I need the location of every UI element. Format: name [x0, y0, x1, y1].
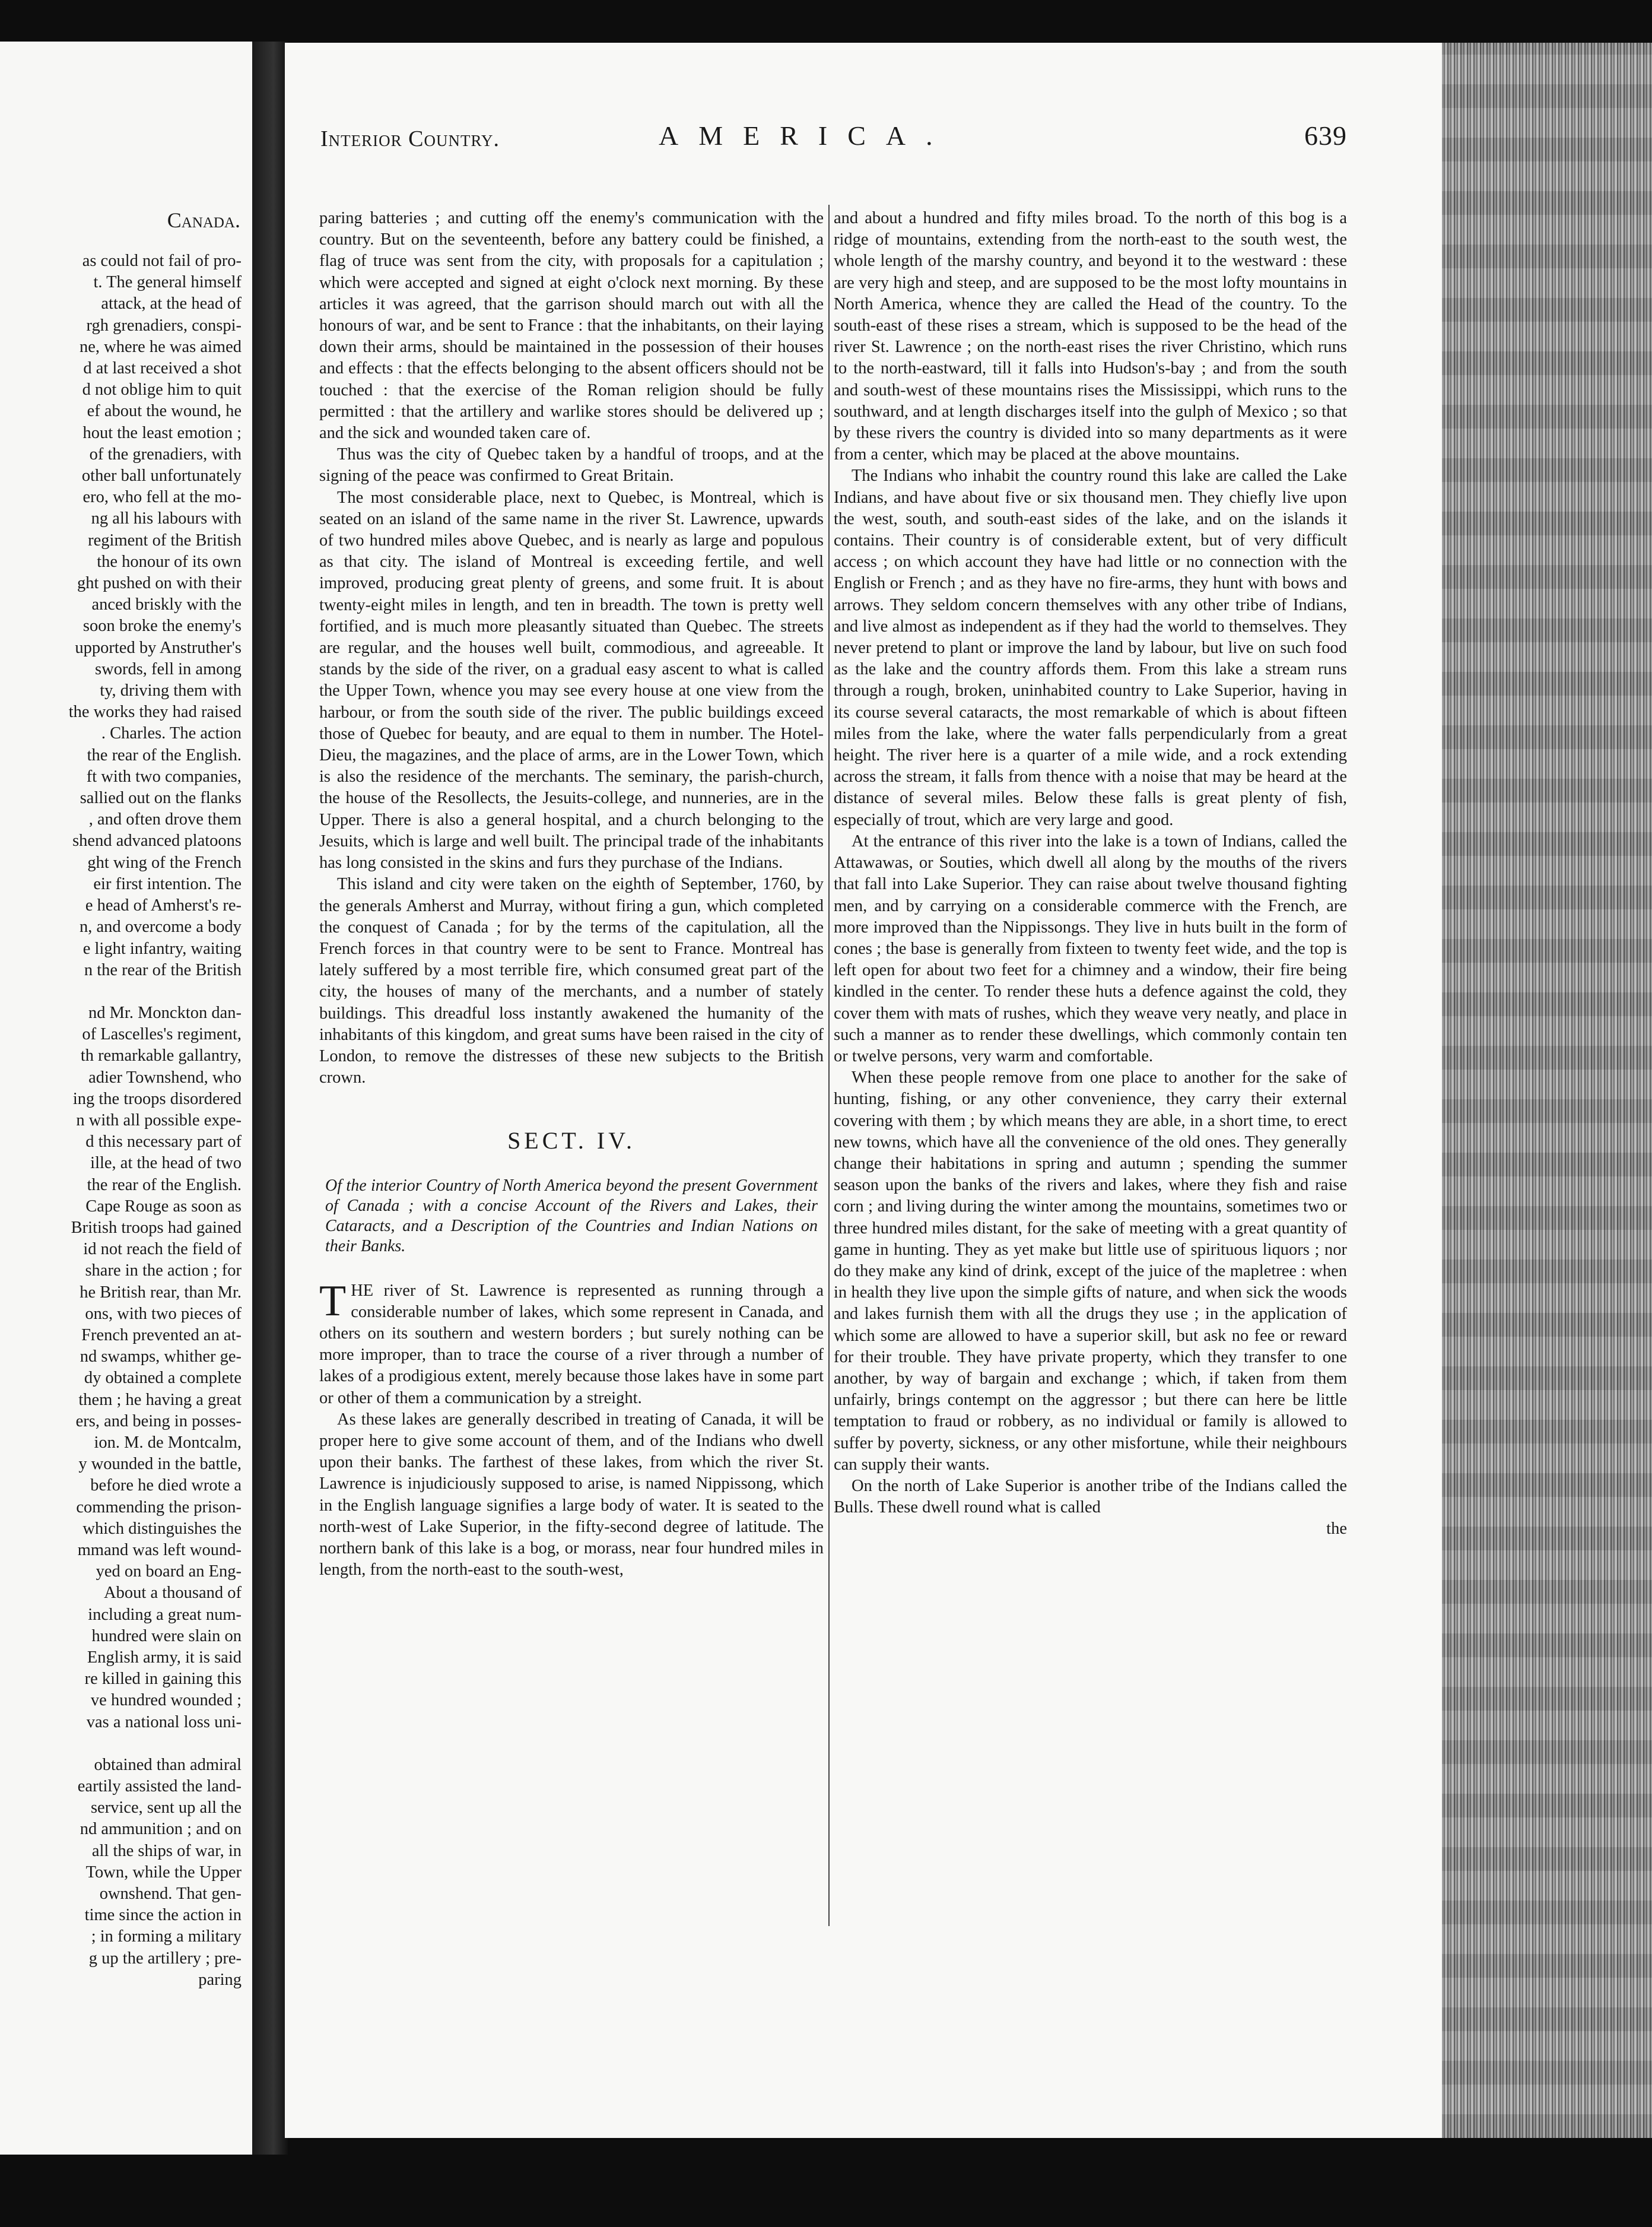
column-rule	[828, 205, 830, 1926]
left-page-line: of the grenadiers, with	[89, 445, 242, 464]
left-page-line: eartily assisted the land-	[77, 1777, 242, 1796]
left-page-line: ne, where he was aimed	[79, 337, 242, 356]
left-page-line: ft with two companies,	[86, 767, 242, 786]
left-page-line: ef about the wound, he	[87, 402, 242, 421]
left-page-line: e light infantry, waiting	[82, 939, 242, 958]
paragraph: On the north of Lake Superior is another tribe of the Indians called the Bulls. These dwell round what is called	[834, 1476, 1347, 1517]
left-page-line: e head of Amherst's re-	[85, 896, 242, 915]
left-page-line: the honour of its own	[97, 552, 242, 571]
left-page	[0, 42, 252, 2155]
left-page-line: nd swamps, whither ge-	[80, 1347, 242, 1366]
section-summary: Of the interior Country of North America beyond the present Government of Canada ; with a concise Account of the Rivers and Lakes, their Cataracts, and a Description of the Countries and Indian Nations on their Banks.	[325, 1176, 818, 1255]
left-page-line: t. The general himself	[93, 273, 242, 292]
left-page-line: English army, it is said	[87, 1648, 242, 1667]
section-heading: SECT. IV.	[507, 1127, 636, 1154]
paragraph: The Indians who inhabit the country round this lake are called the Lake Indians, and have about five or six thousand men. They chiefly live upon the west, south, and south-east sides of the lake, and on the islands it contains. Their country is of considerable extent, but of very difficult access ; on which account they have had little or no connection with the English or French ; and as they have no fire-arms, they hunt with bows and arrows. They seldom concern themselves with any other tribe of Indians, and live almost as independent as if they had the world to themselves. They never pretend to plant or improve the land by labour, but live on such food as the lake and the country affords them. From this lake a stream runs through a rough, broken, uninhabited country to Lake Superior, having in its course several cataracts, the most remarkable of which is about fifteen miles from the lake, where the water falls perpendicularly from a great height. The river here is a quarter of a mile wide, and a rock extending across the stream, it falls from thence with a noise that may be heard at the distance of several miles. Below these falls is great plenty of fish, especially of trout, which are very large and good.	[834, 467, 1347, 829]
left-page-line: d at last received a shot	[83, 359, 242, 378]
left-page-line: About a thousand of	[104, 1584, 242, 1603]
drop-cap: T	[319, 1276, 347, 1325]
left-page-line: ght wing of the French	[87, 853, 242, 872]
header-title: AMERICA.	[659, 120, 953, 151]
paragraph: Thus was the city of Quebec taken by a handful of troops, and at the signing of the peace was confirmed to Great Britain.	[319, 445, 824, 486]
left-page-line: share in the action ; for	[85, 1261, 242, 1280]
paragraph: This island and city were taken on the eighth of September, 1760, by the generals Amherst and Murray, without firing a gun, which completed the conquest of Canada ; for by the terms of the capitulation, all the French forces in that country were to be sent to France. Montreal has lately suffered by a most terrible fire, which consumed great part of the city, the houses of many of the merchants, and a number of stately buildings. This dreadful loss instantly awakened the humanity of the inhabitants of this kingdom, and great sums have been raised in the city of London, to remove the distresses of these new subjects to the British crown.	[319, 875, 824, 1087]
left-page-line: d not oblige him to quit	[82, 380, 242, 399]
left-running-head: Canada.	[167, 208, 240, 232]
left-page-line: ng all his labours with	[91, 509, 242, 528]
left-page-line: all the ships of war, in	[91, 1841, 242, 1860]
text-column-left	[319, 208, 824, 1581]
left-page-line: as could not fail of pro-	[82, 252, 242, 270]
left-page-line: n, and overcome a body	[79, 918, 242, 937]
paragraph	[319, 1276, 824, 1409]
left-page-line: , and often drove them	[88, 810, 242, 829]
left-page-line: attack, at the head of	[101, 294, 242, 313]
left-page-line: regiment of the British	[88, 531, 242, 550]
header-section-title: Interior Country.	[320, 126, 500, 151]
left-page-line	[4, 981, 242, 1003]
left-page-line: y wounded in the battle,	[78, 1455, 242, 1474]
left-page-line: re killed in gaining this	[84, 1670, 242, 1689]
left-page-line	[4, 1733, 242, 1755]
catchword: the	[1326, 1519, 1347, 1538]
paragraph: When these people remove from one place to another for the sake of hunting, fishing, or any other convenience, they carry their external covering with them ; by which means they are able, in a short time, to erect new towns, which have all the convenience of the old ones. They generally change their habitations in spring and autumn ; spending the summer season upon the banks of the rivers and lakes, where they fish and raise corn ; and living during the winter among the mountains, sometimes two or three hundred miles distant, for the sake of meeting with a great quantity of game in hunting. They as yet make but little use of spirituous liquors ; nor do they make any kind of drink, except of the juice of the mapletree : when in health they live upon the simple gifts of nature, and when sick the woods and lakes furnish them with all the drugs they use ; in the application of which some are allowed to have a superior skill, but ask no fee or reward for their trouble. They have private property, which they transfer to one another, by way of bargain and exchange ; which, if taken from them unfairly, brings contempt on the aggressor ; but there can here be little temptation to fraud or robbery, as no individual or family is allowed to suffer by poverty, sickness, or any other misfortune, while their neighbours can supply their wants.	[834, 1068, 1347, 1474]
left-page-line: mmand was left wound-	[77, 1540, 242, 1559]
left-page-line: paring	[198, 1970, 242, 1989]
left-page-line: other ball unfortunately	[81, 467, 242, 486]
left-page-line: ero, who fell at the mo-	[82, 488, 242, 507]
left-page-line: g up the artillery ; pre-	[88, 1949, 242, 1968]
left-page-line: time since the action in	[84, 1906, 242, 1925]
left-page-line: including a great num-	[88, 1605, 242, 1624]
left-page-line: nd Mr. Monckton dan-	[88, 1003, 242, 1022]
text-column-right	[834, 208, 1347, 1540]
left-page-line: id not reach the field of	[83, 1240, 242, 1259]
left-page-line: the rear of the English.	[87, 1175, 242, 1194]
left-page-line: ille, at the head of two	[90, 1154, 242, 1173]
paragraph: The most considerable place, next to Quebec, is Montreal, which is seated on an island of the same name in the river St. Lawrence, upwards of two hundred miles above Quebec, and is nearly as large and populous as that city. The island of Montreal is exceeding fertile, and well improved, producing great plenty of greens, and some fruit. It is about twenty-eight miles in length, and ten in breadth. The town is pretty well fortified, and is much more pleasantly situated than Quebec. The streets are regular, and the houses well built, commodious, and agreeable. It stands by the side of the river, on a gradual easy ascent to what is called the Upper Town, whence you may see every house at one view from the harbour, or from the south side of the river. The public buildings exceed those of Quebec for beauty, and are equal to them in number. The Hotel-Dieu, the magazines, and the place of arms, are in the Lower Town, which is also the residence of the merchants. The seminary, the parish-church, the house of the Resollects, the Jesuits-college, and nunneries, are in the Upper. There is also a general hospital, and a church belonging to the Jesuits, which is large and well built. The principal trade of the inhabitants has long consisted in the skins and furs they purchase of the Indians.	[319, 488, 824, 873]
left-page-line: d this necessary part of	[85, 1132, 242, 1151]
paragraph: and about a hundred and fifty miles broad. To the north of this bog is a ridge of mountains, extending from the north-east to the south west, the whole length of the marshy country, and beyond it to the westward : these are very high and steep, and are supposed to be the most lofty mountains in North America, whence they are called the Head of the country. To the south-east of these rises a stream, which is supposed to be the head of the river St. Lawrence ; on the north-east rises the river Christino, which runs to the north-eastward, till it falls into Hudson's-bay ; and from the south and south-west of these mountains rises the Mississippi, which runs to the southward, and at length discharges itself into the gulph of Mexico ; so that by these rivers the country is divided into so many departments as it were from a center, which may be placed at the above mountains.	[834, 209, 1347, 464]
left-page-line: shend advanced platoons	[72, 832, 242, 851]
left-page-line: ght pushed on with their	[77, 574, 242, 593]
left-page-line: obtained than admiral	[94, 1755, 242, 1774]
left-page-line: hundred were slain on	[91, 1626, 242, 1645]
left-page-line: eir first intention. The	[93, 874, 242, 893]
left-page-line: soon broke the enemy's	[82, 617, 242, 636]
left-page-line: he British rear, than Mr.	[80, 1283, 242, 1302]
left-page-line: ion. M. de Montcalm,	[94, 1433, 242, 1452]
left-page-line: upported by Anstruther's	[75, 638, 242, 657]
left-page-line: ing the troops disordered	[72, 1089, 242, 1108]
running-header	[320, 120, 1347, 156]
left-page-line: British troops had gained	[71, 1218, 242, 1237]
left-page-line: French prevented an at-	[81, 1325, 242, 1344]
left-page-line: rgh grenadiers, conspi-	[86, 316, 242, 335]
left-page-line: Town, while the Upper	[85, 1863, 242, 1882]
left-page-line: commending the prison-	[76, 1498, 242, 1517]
left-page-line: ons, with two pieces of	[85, 1304, 242, 1323]
left-page-line: dy obtained a complete	[84, 1369, 242, 1388]
left-page-line: ty, driving them with	[100, 681, 242, 700]
left-page-line: th remarkable gallantry,	[80, 1046, 242, 1065]
left-page-line: hout the least emotion ;	[82, 423, 242, 442]
left-page-line: adier Townshend, who	[88, 1068, 242, 1087]
left-page-text	[4, 250, 242, 1991]
left-page-line: before he died wrote a	[90, 1476, 242, 1495]
left-page-line: which distinguishes the	[82, 1519, 242, 1538]
left-page-line: of Lascelles's regiment,	[82, 1025, 242, 1044]
left-page-line: . Charles. The action	[101, 724, 242, 743]
left-page-line: anced briskly with the	[91, 595, 242, 614]
left-page-line: vas a national loss uni-	[86, 1712, 242, 1731]
left-page-line: swords, fell in among	[95, 659, 242, 678]
left-page-line: Cape Rouge as soon as	[85, 1197, 242, 1216]
page-edges	[1442, 43, 1652, 2138]
paragraph: paring batteries ; and cutting off the enemy's communication with the country. But on the seventeenth, before any battery could be finished, a flag of truce was sent from the city, with proposals for a capitulation ; which were accepted and signed at eight o'clock next morning. By these articles it was agreed, that the garrison should march out with all the honours of war, and be sent to France : that the inhabitants, on their laying down their arms, should be maintained in the possession of their houses and effects : that the effects belonging to the absent officers should not be touched : that the exercise of the Roman religion should be fully permitted : that the artillery and warlike stores should be delivered up ; and the sick and wounded taken care of.	[319, 209, 824, 443]
left-page-line: ownshend. That gen-	[99, 1885, 242, 1904]
page-number: 639	[1304, 120, 1347, 151]
left-page-line: nd ammunition ; and on	[80, 1820, 242, 1839]
paragraph: As these lakes are generally described in treating of Canada, it will be proper here to give some account of them, and of the Indians who dwell upon their banks. The farthest of these lakes, from which the river St. Lawrence is injudiciously supposed to arise, is named Nippissong, which in the English language signifies a large body of water. It is seated to the north-west of Lake Superior, in the fifty-second degree of latitude. The northern bank of this lake is a bog, or morass, near four hundred miles in length, from the north-east to the south-west,	[319, 1410, 824, 1579]
left-page-line: service, sent up all the	[90, 1798, 242, 1817]
book-gutter	[252, 42, 288, 2155]
left-page-line: ers, and being in posses-	[75, 1411, 242, 1430]
paragraph-text: HE river of St. Lawrence is represented as running through a considerable number of lakes, which some represent in Canada, and others on its southern and western borders ; but surely nothing can be more improper, than to trace the course of a river through a number of lakes of a prodigious extent, merely because those lakes have in some part or other of them a communication by a streight.	[319, 1281, 824, 1407]
left-page-line: n the rear of the British	[84, 960, 242, 979]
left-page-line: the works they had raised	[68, 703, 242, 722]
left-page-line: yed on board an Eng-	[96, 1562, 242, 1581]
left-page-line: the rear of the English.	[87, 745, 242, 764]
left-page-line: sallied out on the flanks	[80, 789, 242, 808]
left-page-line: ; in forming a military	[91, 1927, 242, 1946]
paragraph: At the entrance of this river into the lake is a town of Indians, called the Attawawas, or Souties, which dwell all along by the mouths of the rivers that fall into Lake Superior. They can raise about twelve thousand fighting men, and by carrying on a considerable commerce with the French, are more improved than the Nippissongs. They live in huts built in the form of cones ; the base is generally from fixteen to twenty feet wide, and the top is left open for about two feet for a chimney and a window, their fire being kindled in the center. To render these huts a defence against the cold, they cover them with mats of rushes, which they weave very neatly, and place in such a manner as to render these dwellings, which commonly contain ten or twelve persons, very warm and comfortable.	[834, 832, 1347, 1065]
left-page-line: n with all possible expe-	[76, 1111, 242, 1130]
left-page-line: ve hundred wounded ;	[90, 1691, 242, 1710]
left-page-line: them ; he having a great	[78, 1390, 242, 1409]
